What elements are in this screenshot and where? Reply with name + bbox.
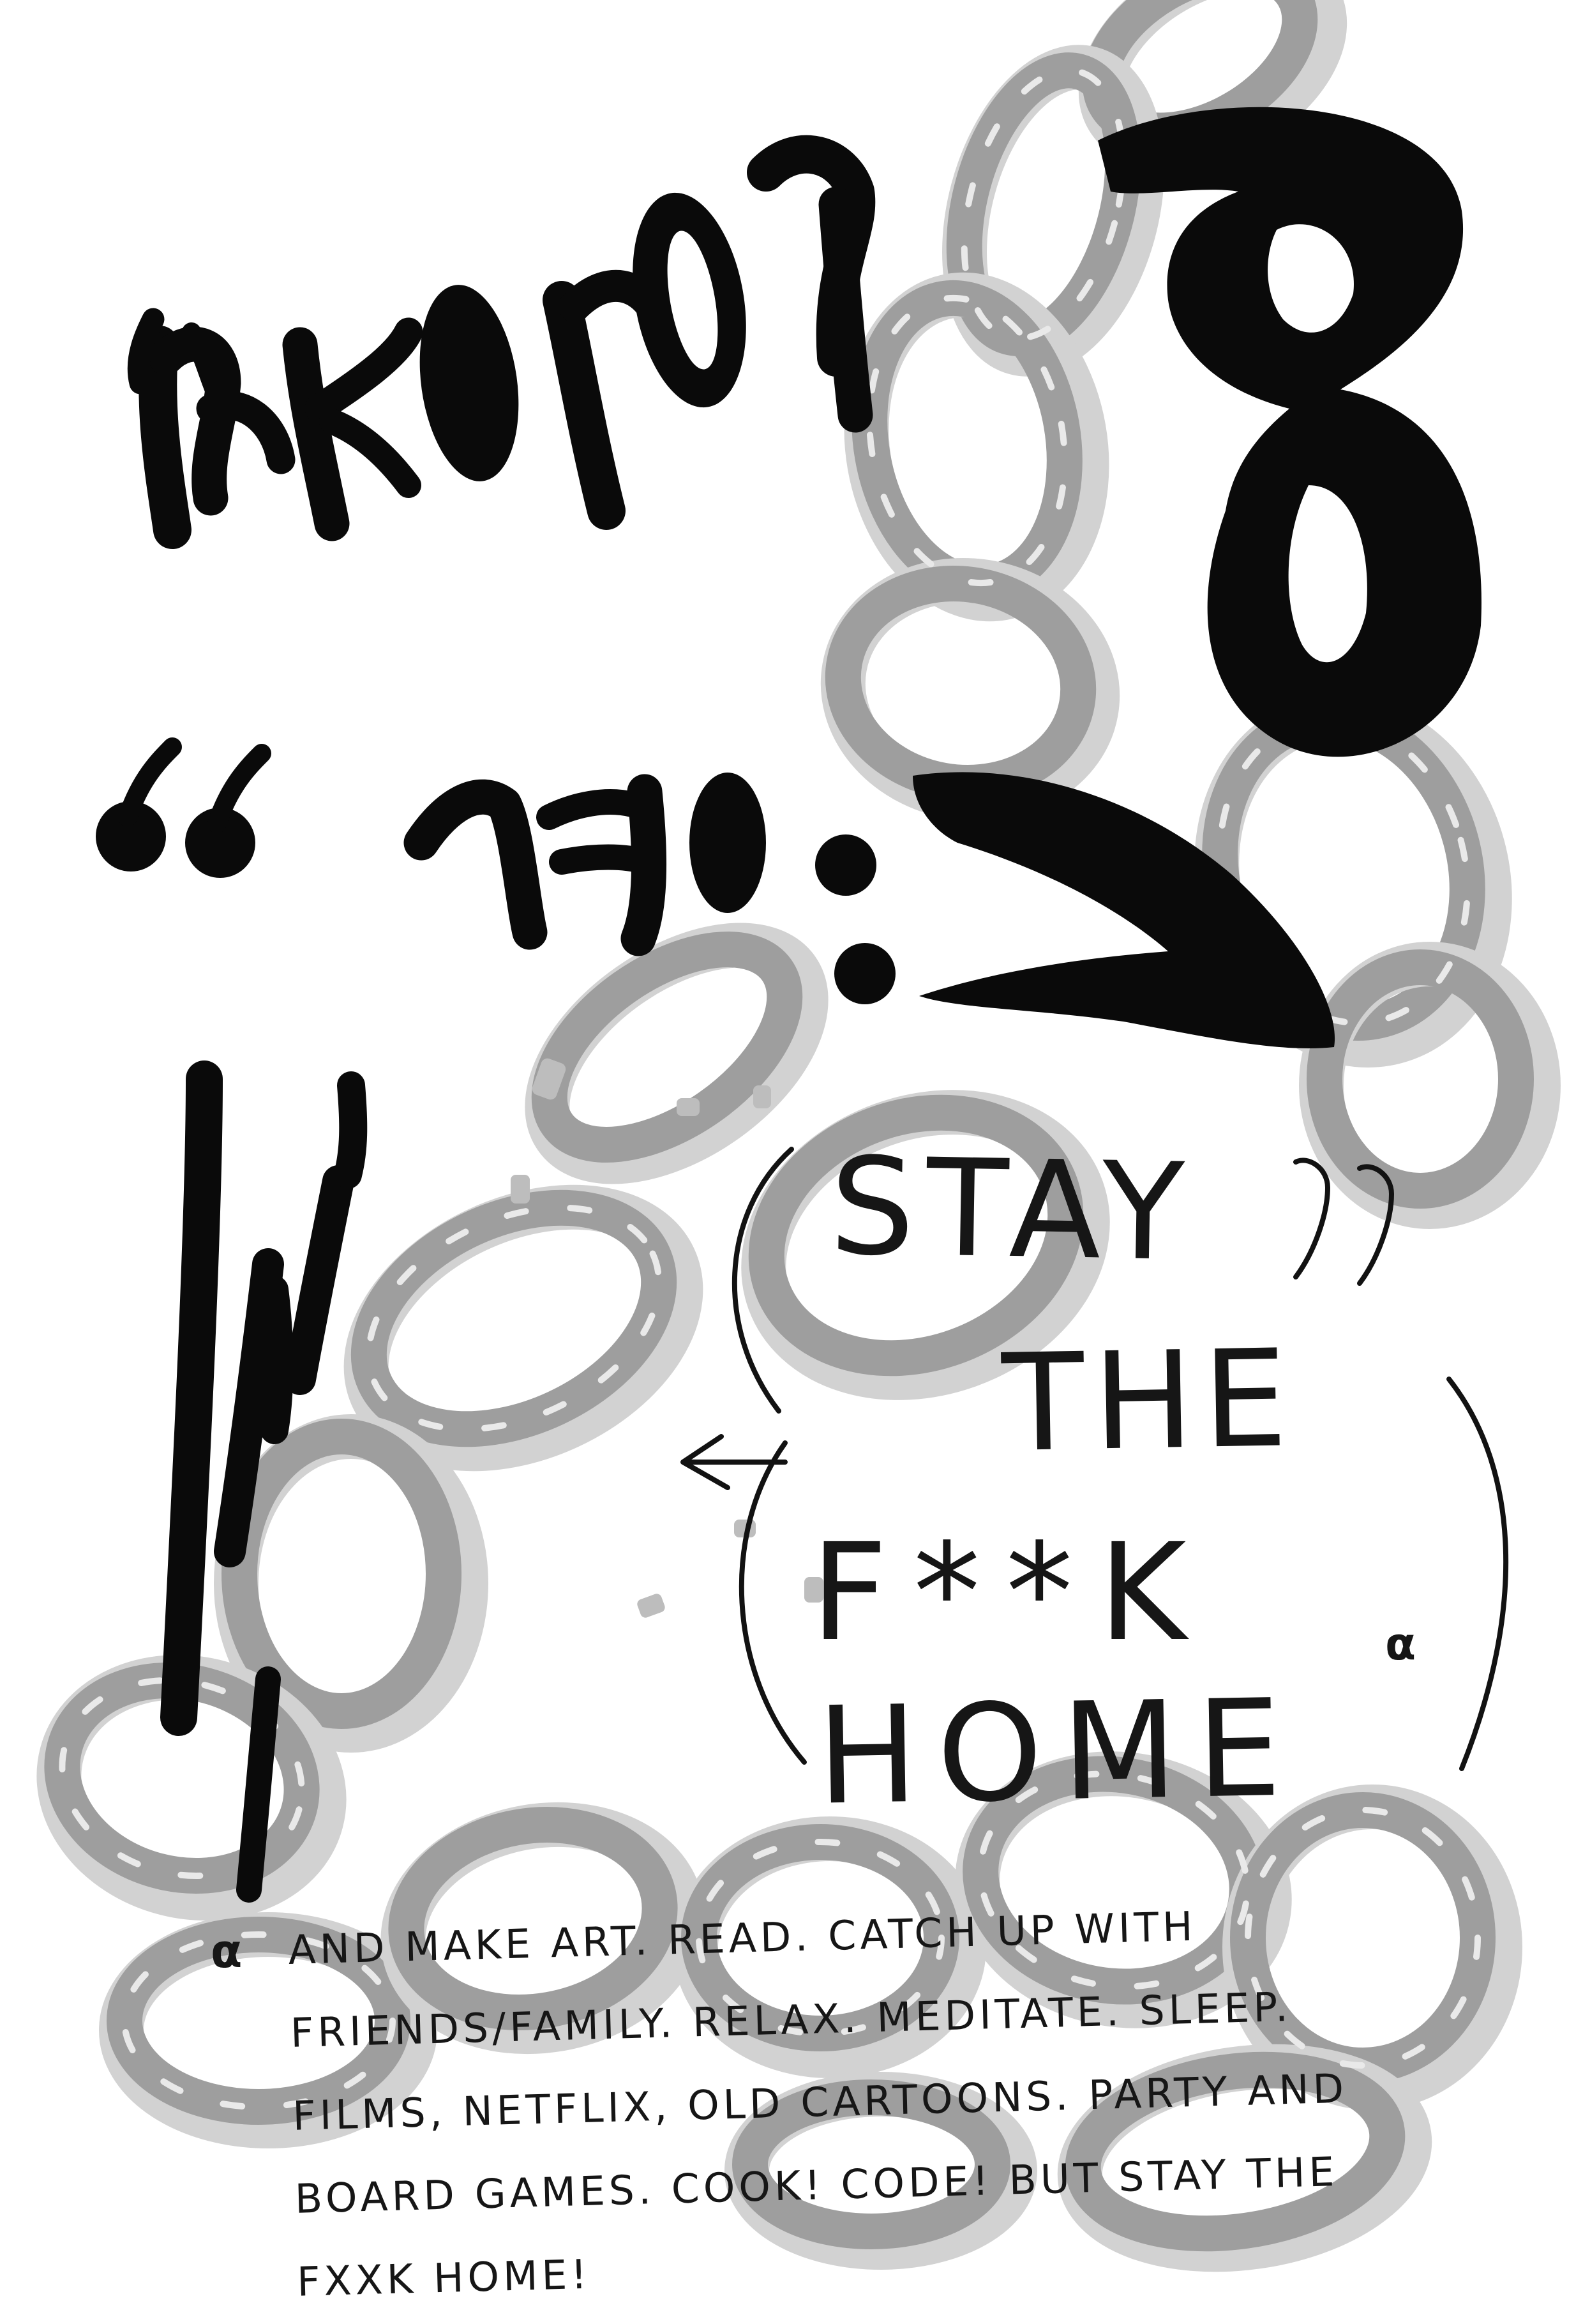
brush-lettering-top-row: [139, 107, 1482, 757]
brush-lettering-bars: [179, 1079, 353, 1890]
footnote-text: AND MAKE ART. READ. CATCH UP WITH FRIENDS/FAMILY. RELAX. MEDITATE. SLEEP. FILMS, NETFLIX, OLD CARTOONS. PARTY AND BOARD GAMES. COOK! CODE! BUT STAY THE FXXK HOME!: [287, 1903, 1349, 2305]
headline-the: THE: [1000, 1320, 1298, 1483]
headline-fk: F**K: [811, 1514, 1212, 1671]
footnote-alpha-icon: α: [1385, 1618, 1416, 1670]
headline-stay: STAY: [828, 1128, 1197, 1291]
brush-lettering-middle-row: [421, 772, 1335, 1048]
quote-marks-icon: [96, 747, 262, 878]
footnote-marker: α: [211, 1924, 243, 1978]
headline-home: HOME: [815, 1670, 1302, 1835]
